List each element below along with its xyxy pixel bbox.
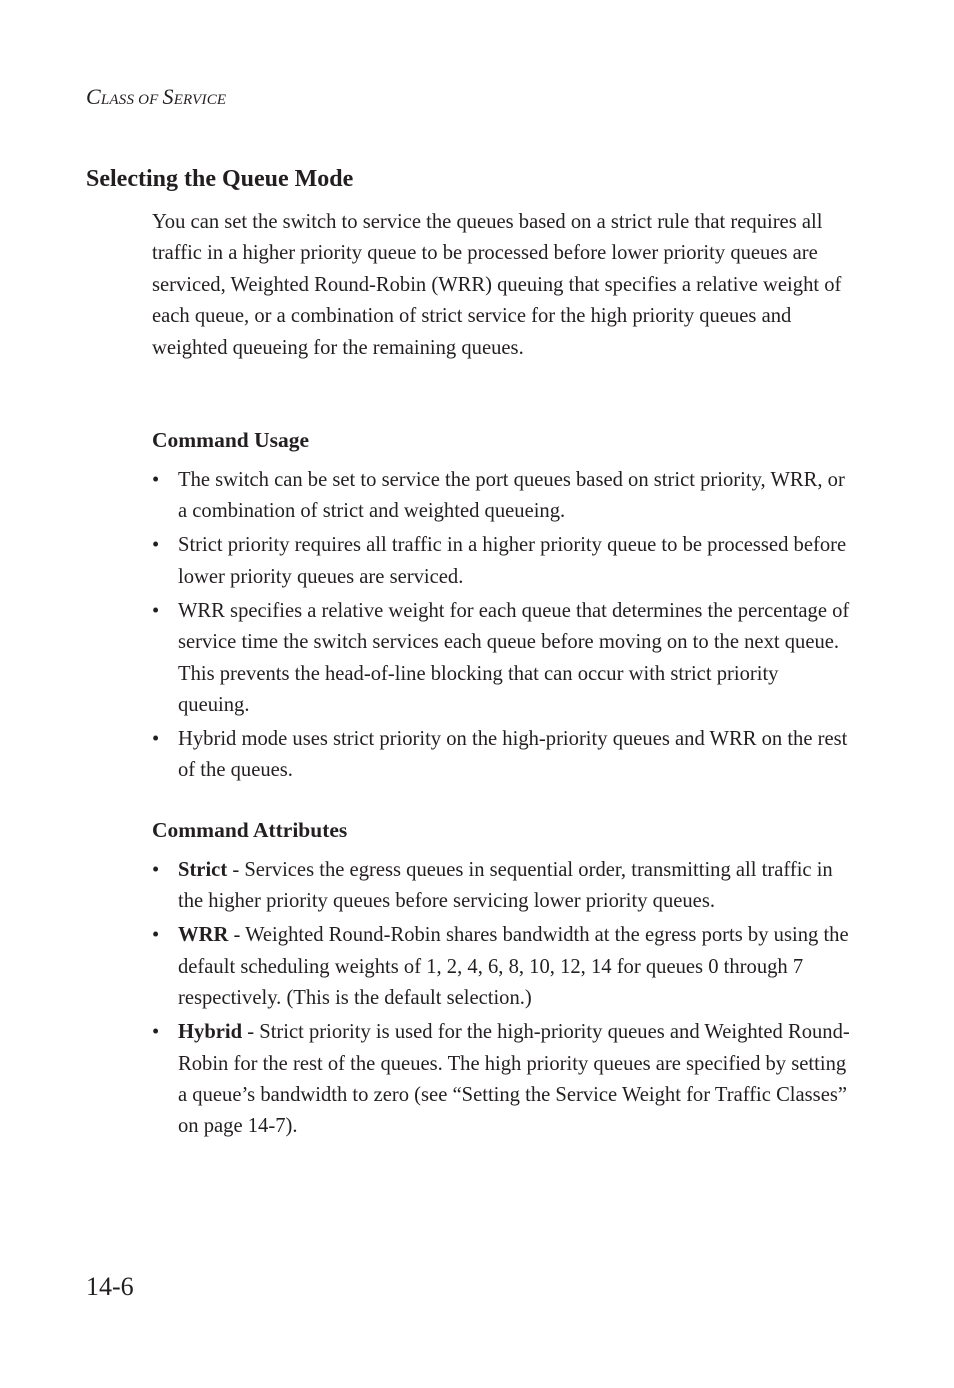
section-title: Selecting the Queue Mode xyxy=(86,166,354,192)
attribute-description: - Weighted Round-Robin shares bandwidth at the egress ports by using the default scheduling weights of 1, 2, 4, 6, 8, 10, 12, 14 for queues 0 through 7 respectively. (This is the default selection.) xyxy=(178,924,849,1010)
running-header-small-caps-1: LASS OF xyxy=(100,92,163,108)
list-item xyxy=(152,1017,852,1143)
running-header-cap-s: S xyxy=(162,84,174,109)
list-item xyxy=(152,724,852,787)
list-item-text: The switch can be set to service the port queues based on strict priority, WRR, or a combination of strict and weighted queueing. xyxy=(178,469,845,523)
list-item xyxy=(152,530,852,593)
attribute-term: Strict xyxy=(178,859,228,881)
bullet-icon: • xyxy=(152,469,160,491)
list-item-text: WRR specifies a relative weight for each queue that determines the percentage of service time the switch services each queue before moving on to the next queue. This prevents the head-of-line blocking that can occur with strict priority queuing. xyxy=(178,599,850,717)
list-item-text: Strict priority requires all traffic in a higher priority queue to be processed before lower priority queues are serviced. xyxy=(178,534,847,588)
bullet-icon: • xyxy=(152,924,160,947)
command-attributes-heading: Command Attributes xyxy=(152,818,348,842)
list-item xyxy=(152,596,852,722)
bullet-icon: • xyxy=(152,728,160,751)
attribute-term: Hybrid xyxy=(178,1021,243,1044)
attribute-description: - Services the egress queues in sequential order, transmitting all traffic in the higher priority queues before servicing lower priority queues. xyxy=(178,859,833,913)
list-item xyxy=(152,920,852,1014)
bullet-icon: • xyxy=(152,599,160,622)
list-item xyxy=(152,855,852,918)
bullet-icon: • xyxy=(152,534,160,557)
running-header xyxy=(86,84,226,110)
bullet-icon: • xyxy=(152,859,160,881)
running-header-small-caps-2: ERVICE xyxy=(173,92,227,108)
list-item-text: Hybrid mode uses strict priority on the high-priority queues and WRR on the rest of the queues. xyxy=(178,728,848,782)
command-usage-list xyxy=(152,465,852,789)
page-number: 14-6 xyxy=(86,1272,134,1301)
bullet-icon: • xyxy=(152,1021,160,1044)
attribute-term: WRR xyxy=(178,924,229,947)
command-usage-heading: Command Usage xyxy=(152,428,310,452)
list-item xyxy=(152,465,852,528)
attribute-description: - Strict priority is used for the high-priority queues and Weighted Round-Robin for the rest of the queues. The high priority queues are specified by setting a queue’s bandwidth to zero (see “Setting the Service Weight for Traffic Classes” on page 14-7). xyxy=(178,1021,850,1138)
intro-paragraph: You can set the switch to service the queues based on a strict rule that requires all traffic in a higher priority queue to be processed before lower priority queues are serviced, Weighted Round-Robin (WRR) queuing that specifies a relative weight of each queue, or a combination of strict service for the high priority queues and weighted queueing for the remaining queues. xyxy=(152,211,842,359)
command-attributes-list xyxy=(152,855,852,1145)
running-header-cap-c: C xyxy=(86,84,101,109)
